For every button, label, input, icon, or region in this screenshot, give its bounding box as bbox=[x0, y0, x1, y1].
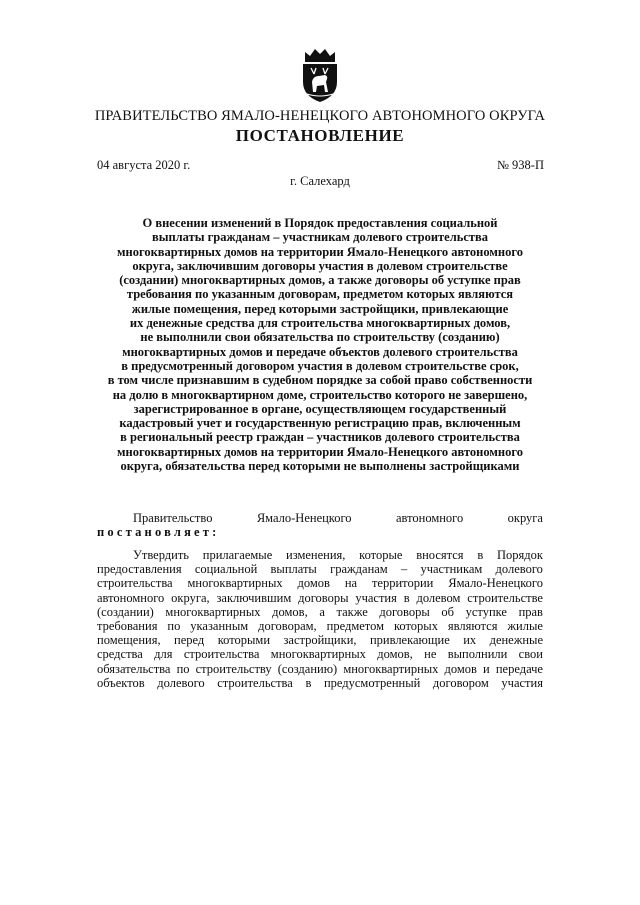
body-word: денежные bbox=[489, 633, 543, 648]
body-line bbox=[97, 605, 543, 619]
decree-word: Правительство bbox=[133, 511, 213, 525]
title-line: (создании) многоквартирных домов, а также договоры об уступке прав bbox=[119, 273, 521, 288]
document-type: ПОСТАНОВЛЕНИЕ bbox=[235, 126, 405, 145]
title-line: в том числе признавшим в судебном порядке за собой право собственности bbox=[107, 373, 533, 388]
body-word: прилагаемые bbox=[202, 548, 273, 562]
body-word: договоры bbox=[298, 590, 349, 605]
body-word: по bbox=[167, 619, 181, 634]
body-word: которыми bbox=[217, 633, 271, 648]
body-word: договорам, bbox=[258, 619, 317, 634]
body-line bbox=[97, 676, 543, 690]
body-line bbox=[97, 647, 543, 661]
decree-verb: постановляет: bbox=[97, 525, 220, 539]
body-word: изменения, bbox=[286, 548, 346, 562]
body-line bbox=[97, 562, 543, 576]
body-word: прав bbox=[518, 604, 543, 619]
body-word: участникам bbox=[420, 562, 483, 577]
title-line: не выполнили свои обязательства по строительству (созданию) bbox=[140, 330, 500, 345]
document-body bbox=[97, 548, 543, 690]
body-word: (созданию) bbox=[277, 661, 338, 676]
body-line bbox=[97, 662, 543, 676]
body-word: многоквартирных bbox=[165, 604, 261, 619]
title-line: О внесении изменений в Порядок предоставления социальной bbox=[142, 216, 498, 230]
title-line: округа, заключившим договоры участия в долевом строительстве bbox=[132, 258, 508, 273]
body-word: об bbox=[441, 604, 454, 619]
body-word: привлекающие bbox=[369, 633, 450, 648]
body-word: являются bbox=[447, 619, 498, 634]
body-word: гражданам bbox=[330, 562, 388, 577]
title-line: многоквартирных домов на территории Ямало-Ненецкого автономного bbox=[117, 244, 523, 259]
body-word: домов, bbox=[377, 647, 413, 662]
body-word: выплаты bbox=[270, 562, 317, 577]
title-line: многоквартирных домов на территории Ямало-Ненецкого автономного bbox=[117, 444, 523, 459]
body-word: домов bbox=[444, 661, 477, 676]
title-line: жилые помещения, перед которыми застройщики, привлекающие bbox=[131, 301, 509, 316]
body-word: помещения, bbox=[97, 633, 161, 648]
body-word: строительства bbox=[217, 675, 293, 690]
body-word: не bbox=[424, 647, 437, 662]
body-word: Порядок bbox=[496, 548, 543, 562]
document-city: г. Салехард bbox=[290, 174, 350, 188]
body-word: Утвердить bbox=[133, 548, 189, 562]
body-word: для bbox=[154, 647, 173, 662]
body-word: обязательства bbox=[97, 661, 171, 676]
body-word: их bbox=[463, 633, 477, 648]
body-word: по bbox=[176, 661, 190, 676]
body-word: в bbox=[477, 548, 484, 562]
body-word: строительстве bbox=[467, 590, 543, 605]
title-line: зарегистрированное в органе, осуществляющем государственный bbox=[133, 401, 507, 416]
government-name: ПРАВИТЕЛЬСТВО ЯМАЛО-НЕНЕЦКОГО АВТОНОМНОГО ОКРУГА bbox=[94, 108, 546, 124]
body-word: строительства bbox=[97, 576, 173, 591]
body-line bbox=[97, 619, 543, 633]
body-word: вносятся bbox=[416, 548, 464, 562]
document-number: № 938-П bbox=[497, 158, 544, 172]
body-word: объектов bbox=[97, 675, 145, 690]
body-word: перед bbox=[174, 633, 205, 648]
body-word: предоставления bbox=[97, 562, 182, 577]
body-word: строительства bbox=[183, 647, 260, 662]
body-word: домов bbox=[297, 576, 330, 591]
body-word: и bbox=[483, 661, 490, 676]
body-word: домов, bbox=[272, 604, 308, 619]
title-line: в предусмотренный договором участия в долевом строительстве срок, bbox=[121, 358, 519, 373]
decree-word: автономного bbox=[395, 511, 464, 525]
title-line: в региональный реестр граждан – участников долевого строительства bbox=[120, 430, 520, 445]
body-word: которые bbox=[359, 548, 403, 562]
body-word: выполнили bbox=[447, 647, 508, 662]
decree-clause bbox=[97, 511, 543, 539]
body-word: средства bbox=[97, 647, 143, 662]
decree-word: округа bbox=[507, 511, 543, 525]
body-word: участия bbox=[501, 675, 543, 690]
body-word: предметом bbox=[326, 619, 385, 634]
body-line bbox=[97, 633, 543, 647]
body-word: договоры bbox=[379, 604, 430, 619]
body-word: строительству bbox=[195, 661, 272, 676]
body-line bbox=[97, 548, 543, 562]
body-word: округа, bbox=[171, 590, 210, 605]
body-line bbox=[97, 591, 543, 605]
body-word: застройщики, bbox=[283, 633, 357, 648]
body-word: также bbox=[336, 604, 368, 619]
body-word: территории bbox=[371, 576, 434, 591]
body-word: указанным bbox=[190, 619, 249, 634]
body-word: передаче bbox=[495, 661, 543, 676]
body-word: которых bbox=[393, 619, 438, 634]
body-word: уступке bbox=[465, 604, 507, 619]
body-word: свои bbox=[518, 647, 543, 662]
body-word: договором bbox=[432, 675, 489, 690]
body-word: автономного bbox=[97, 590, 165, 605]
body-line bbox=[97, 576, 543, 590]
decree-word: Ямало-Ненецкого bbox=[256, 511, 352, 525]
body-word: а bbox=[319, 604, 325, 619]
body-word: в bbox=[305, 675, 312, 690]
body-word: многоквартирных bbox=[270, 647, 366, 662]
coat-of-arms-icon bbox=[299, 46, 341, 104]
document-date: 04 августа 2020 г. bbox=[97, 158, 191, 172]
body-word: требования bbox=[97, 619, 158, 634]
body-word: (создании) bbox=[97, 604, 154, 619]
body-word: заключившим bbox=[216, 590, 292, 605]
title-line: кадастровый учет и государственную регистрацию прав, включенным bbox=[119, 416, 521, 431]
body-word: долевого bbox=[157, 675, 205, 690]
title-line: округа, обязательства перед которыми не выполнены застройщиками bbox=[120, 459, 520, 474]
body-word: предусмотренный bbox=[323, 675, 421, 690]
body-word: многоквартирных bbox=[187, 576, 283, 591]
body-word: – bbox=[400, 562, 408, 577]
title-line: требования по указанным договорам, предметом которых являются bbox=[126, 287, 514, 302]
body-word: многоквартирных bbox=[343, 661, 439, 676]
body-word: жилые bbox=[507, 619, 543, 634]
body-word: Ямало-Ненецкого bbox=[448, 576, 543, 591]
body-word: долевого bbox=[495, 562, 543, 577]
title-line: на долю в многоквартирном доме, строительство которого не завершено, bbox=[112, 387, 528, 402]
title-line: многоквартирных домов и передаче объектов долевого строительства bbox=[122, 344, 518, 359]
body-word: участия bbox=[355, 590, 397, 605]
decree-subject bbox=[97, 511, 543, 525]
document-title bbox=[62, 216, 578, 473]
body-word: социальной bbox=[194, 562, 258, 577]
body-word: на bbox=[344, 576, 358, 591]
body-word: долевом bbox=[416, 590, 461, 605]
body-word: в bbox=[403, 590, 410, 605]
title-line: выплаты гражданам – участникам долевого строительства bbox=[151, 230, 489, 245]
title-line: их денежные средства для строительства многоквартирных домов, bbox=[129, 316, 511, 331]
